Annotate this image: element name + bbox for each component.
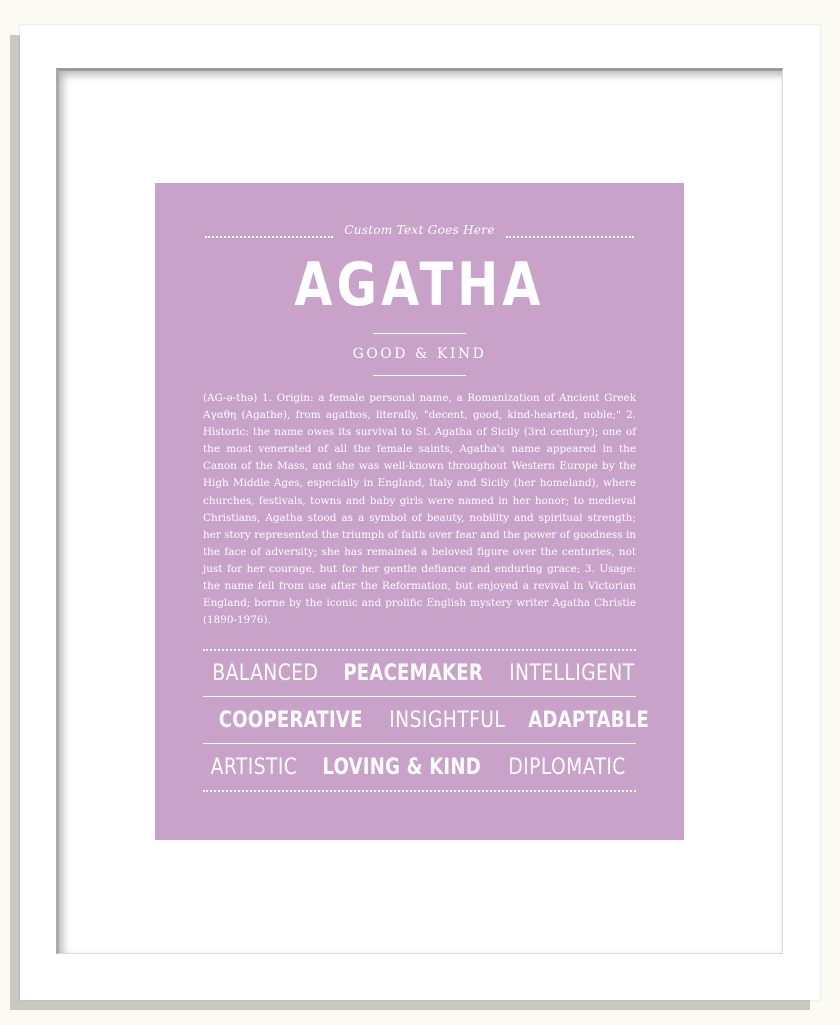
trait: INSIGHTFUL [388, 708, 505, 733]
custom-text-row [205, 223, 634, 243]
trait: LOVING & KIND [322, 755, 481, 780]
rule-above-meaning [373, 333, 466, 334]
dotted-rule-right [506, 236, 634, 238]
trait: ADAPTABLE [528, 708, 649, 733]
traits-line-1 [203, 657, 636, 691]
trait: PEACEMAKER [342, 661, 483, 686]
trait: ARTISTIC [210, 755, 298, 780]
dotted-rule-bottom-traits [203, 790, 636, 792]
custom-text: Custom Text Goes Here [344, 223, 495, 237]
rule-between-traits-2 [203, 743, 636, 744]
rule-between-traits-1 [203, 696, 636, 697]
trait: COOPERATIVE [218, 708, 363, 733]
traits-line-3 [203, 751, 636, 785]
name-title: AGATHA [294, 250, 545, 320]
trait: BALANCED [212, 661, 319, 686]
trait: DIPLOMATIC [508, 755, 627, 780]
dotted-rule-top-traits [203, 649, 636, 651]
name-meaning: GOOD & KIND [352, 346, 487, 362]
name-print [155, 183, 684, 840]
traits-line-2 [203, 704, 649, 738]
trait: INTELLIGENT [508, 661, 635, 686]
rule-below-meaning [373, 375, 466, 376]
name-definition: (AG-ə-thə) 1. Origin: a female personal name, a Romanization of Ancient Greek Αγαθη (Agathe), from agathos, literally, "decent, good, kind-hearted, noble;" 2. Historic: the name owes its survival to St. Agatha of Sicily (3rd century); one of the most venerated of all the female saints, Agatha's name appeared in the Canon of the Mass, and she was well-known throughout Western Europe by the High Middle Ages, especially in England, Italy and Sicily (her homeland), where churches, festivals, towns and baby girls were named in her honor; to medieval Christians, Agatha stood as a symbol of beauty, nobility and spiritual strength; her story represented the triumph of faith over fear and the power of goodness in the face of adversity; she has remained a beloved figure over the centuries, not just for her courage, but for her gentle defiance and enduring grace; 3. Usage: the name fell from use after the Reformation, but enjoyed a revival in Victorian England; borne by the iconic and prolific English mystery writer Agatha Christie (1890-1976). [203, 392, 636, 627]
